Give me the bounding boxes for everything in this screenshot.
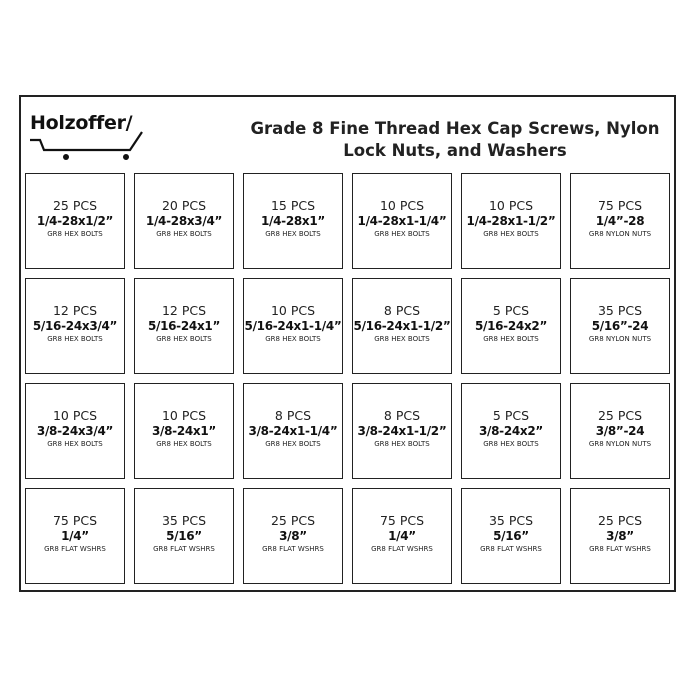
compartment-description: GR8 FLAT WSHRS xyxy=(480,544,542,553)
compartment-description: GR8 HEX BOLTS xyxy=(47,439,103,448)
compartment-quantity: 10 PCS xyxy=(488,197,534,213)
compartment-size: 1/4-28x1-1/2” xyxy=(466,213,556,228)
compartment-size: 3/8-24x3/4” xyxy=(36,423,114,438)
compartment-size: 3/8”-24 xyxy=(595,423,645,438)
compartment-cell xyxy=(570,383,670,479)
compartment-size: 3/8-24x1-1/2” xyxy=(357,423,447,438)
page-title xyxy=(240,118,670,162)
compartment-cell xyxy=(134,278,234,374)
compartment-size: 5/16” xyxy=(166,528,202,543)
compartment-grid xyxy=(25,173,670,585)
compartment-size: 1/4” xyxy=(388,528,416,543)
compartment-cell xyxy=(25,488,125,584)
compartment-cell xyxy=(352,383,452,479)
compartment-description: GR8 HEX BOLTS xyxy=(483,229,539,238)
compartment-quantity: 35 PCS xyxy=(597,302,643,318)
compartment-size: 5/16-24x2” xyxy=(474,318,548,333)
compartment-size: 5/16-24x3/4” xyxy=(32,318,118,333)
compartment-description: GR8 FLAT WSHRS xyxy=(589,544,651,553)
brand-logo xyxy=(30,112,170,162)
brand-name: Holzoffer/ xyxy=(30,112,133,134)
compartment-cell xyxy=(570,488,670,584)
compartment-size: 5/16-24x1-1/4” xyxy=(244,318,342,333)
compartment-size: 5/16” xyxy=(493,528,529,543)
compartment-quantity: 12 PCS xyxy=(161,302,207,318)
compartment-quantity: 5 PCS xyxy=(492,407,530,423)
compartment-quantity: 10 PCS xyxy=(379,197,425,213)
compartment-description: GR8 FLAT WSHRS xyxy=(44,544,106,553)
compartment-cell xyxy=(243,488,343,584)
compartment-cell xyxy=(243,278,343,374)
compartment-description: GR8 HEX BOLTS xyxy=(483,439,539,448)
compartment-cell xyxy=(461,488,561,584)
compartment-size: 3/8-24x1-1/4” xyxy=(248,423,338,438)
compartment-quantity: 8 PCS xyxy=(383,302,421,318)
compartment-cell xyxy=(570,278,670,374)
compartment-size: 3/8” xyxy=(606,528,634,543)
compartment-size: 1/4-28x1-1/4” xyxy=(357,213,447,228)
compartment-cell xyxy=(134,173,234,269)
compartment-description: GR8 HEX BOLTS xyxy=(374,439,430,448)
compartment-cell xyxy=(134,488,234,584)
compartment-quantity: 8 PCS xyxy=(274,407,312,423)
compartment-cell xyxy=(461,383,561,479)
compartment-quantity: 25 PCS xyxy=(270,512,316,528)
compartment-quantity: 35 PCS xyxy=(488,512,534,528)
compartment-cell xyxy=(352,488,452,584)
compartment-size: 5/16-24x1-1/2” xyxy=(353,318,451,333)
compartment-description: GR8 HEX BOLTS xyxy=(374,229,430,238)
title-line-2: Lock Nuts, and Washers xyxy=(343,141,567,160)
compartment-description: GR8 HEX BOLTS xyxy=(265,439,321,448)
compartment-description: GR8 FLAT WSHRS xyxy=(262,544,324,553)
compartment-size: 5/16”-24 xyxy=(591,318,649,333)
compartment-size: 3/8” xyxy=(279,528,307,543)
compartment-quantity: 10 PCS xyxy=(52,407,98,423)
compartment-description: GR8 HEX BOLTS xyxy=(156,334,212,343)
compartment-description: GR8 HEX BOLTS xyxy=(47,229,103,238)
compartment-size: 1/4”-28 xyxy=(595,213,645,228)
compartment-cell xyxy=(25,383,125,479)
compartment-quantity: 8 PCS xyxy=(383,407,421,423)
compartment-quantity: 5 PCS xyxy=(492,302,530,318)
compartment-cell xyxy=(25,173,125,269)
compartment-size: 1/4-28x1” xyxy=(260,213,326,228)
compartment-cell xyxy=(352,173,452,269)
compartment-description: GR8 HEX BOLTS xyxy=(265,334,321,343)
compartment-cell xyxy=(25,278,125,374)
compartment-quantity: 15 PCS xyxy=(270,197,316,213)
compartment-quantity: 12 PCS xyxy=(52,302,98,318)
compartment-cell xyxy=(243,383,343,479)
compartment-description: GR8 FLAT WSHRS xyxy=(371,544,433,553)
compartment-description: GR8 HEX BOLTS xyxy=(47,334,103,343)
compartment-quantity: 35 PCS xyxy=(161,512,207,528)
compartment-description: GR8 HEX BOLTS xyxy=(156,229,212,238)
compartment-description: GR8 HEX BOLTS xyxy=(483,334,539,343)
compartment-quantity: 75 PCS xyxy=(379,512,425,528)
compartment-cell xyxy=(461,173,561,269)
compartment-quantity: 10 PCS xyxy=(161,407,207,423)
compartment-cell xyxy=(352,278,452,374)
compartment-cell xyxy=(134,383,234,479)
compartment-description: GR8 NYLON NUTS xyxy=(588,439,652,448)
compartment-description: GR8 FLAT WSHRS xyxy=(153,544,215,553)
shopping-cart-icon xyxy=(30,112,170,162)
compartment-quantity: 75 PCS xyxy=(52,512,98,528)
compartment-size: 1/4” xyxy=(61,528,89,543)
title-line-1: Grade 8 Fine Thread Hex Cap Screws, Nylon xyxy=(250,119,660,138)
compartment-size: 5/16-24x1” xyxy=(147,318,221,333)
compartment-size: 3/8-24x2” xyxy=(478,423,544,438)
compartment-quantity: 25 PCS xyxy=(597,512,643,528)
compartment-description: GR8 HEX BOLTS xyxy=(265,229,321,238)
compartment-cell xyxy=(570,173,670,269)
compartment-description: GR8 HEX BOLTS xyxy=(156,439,212,448)
compartment-quantity: 10 PCS xyxy=(270,302,316,318)
compartment-quantity: 25 PCS xyxy=(597,407,643,423)
compartment-cell xyxy=(243,173,343,269)
compartment-quantity: 20 PCS xyxy=(161,197,207,213)
compartment-quantity: 75 PCS xyxy=(597,197,643,213)
compartment-description: GR8 NYLON NUTS xyxy=(588,229,652,238)
compartment-size: 1/4-28x3/4” xyxy=(145,213,223,228)
compartment-description: GR8 NYLON NUTS xyxy=(588,334,652,343)
compartment-description: GR8 HEX BOLTS xyxy=(374,334,430,343)
compartment-size: 1/4-28x1/2” xyxy=(36,213,114,228)
compartment-size: 3/8-24x1” xyxy=(151,423,217,438)
compartment-cell xyxy=(461,278,561,374)
compartment-quantity: 25 PCS xyxy=(52,197,98,213)
